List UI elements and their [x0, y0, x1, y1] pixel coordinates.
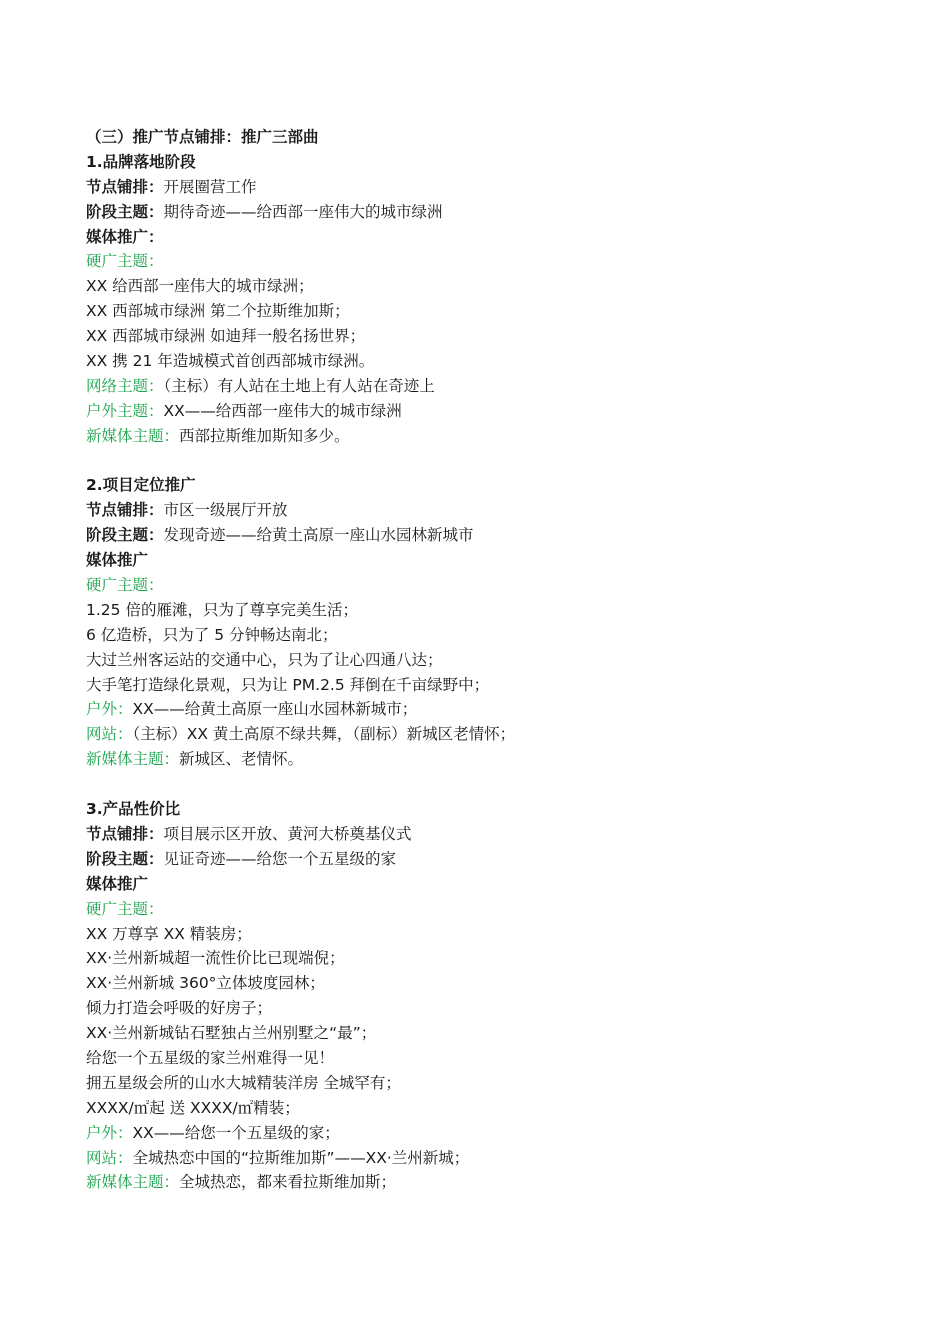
- channel-row: [86, 374, 906, 399]
- node-label: 节点铺排：: [86, 501, 164, 520]
- channel-label: 新媒体主题：: [86, 426, 180, 445]
- node-row: [86, 498, 906, 523]
- section-heading: 2.项目定位推广: [86, 476, 196, 495]
- hard-ad-item: XXXX/㎡起 送 XXXX/㎡精装；: [86, 1098, 300, 1117]
- theme-text: 期待奇迹——给西部一座伟大的城市绿洲: [163, 202, 443, 221]
- channel-row: [86, 1170, 906, 1195]
- channel-text: 全城热恋中国的“拉斯维加斯”——XX·兰州新城；: [132, 1148, 470, 1167]
- hard-ad-item: XX 西部城市绿洲 如迪拜一般名扬世界；: [86, 327, 366, 346]
- hard-ad-item: 大过兰州客运站的交通中心，只为了让心四通八达；: [86, 650, 443, 669]
- hard-ad-item: 给您一个五星级的家兰州难得一见！: [86, 1048, 335, 1067]
- theme-row: [86, 200, 906, 225]
- channel-label: 户外主题：: [86, 401, 164, 420]
- channel-text: XX——给黄土高原一座山水园林新城市；: [132, 700, 418, 719]
- media-label: 媒体推广：: [86, 227, 164, 246]
- channel-label: 网站：: [86, 725, 133, 744]
- channel-label: 户外：: [86, 1123, 133, 1142]
- theme-text: 见证奇迹——给您一个五星级的家: [163, 849, 397, 868]
- channel-row: [86, 1121, 906, 1146]
- channel-label: 户外：: [86, 700, 133, 719]
- channel-row: [86, 697, 906, 722]
- channel-text: （主标）有人站在土地上有人站在奇迹上: [163, 376, 435, 395]
- channel-text: XX——给您一个五星级的家；: [132, 1123, 340, 1142]
- hard-ad-item: XX 万尊享 XX 精装房；: [86, 924, 252, 943]
- channel-label: 网站：: [86, 1148, 133, 1167]
- channel-row: [86, 1146, 906, 1171]
- node-text: 项目展示区开放、黄河大桥奠基仪式: [163, 824, 412, 843]
- channel-text: 全城热恋，都来看拉斯维加斯；: [179, 1173, 397, 1192]
- node-row: [86, 175, 906, 200]
- channel-row: [86, 747, 906, 772]
- spacer: [86, 449, 906, 474]
- section-3: [86, 797, 906, 1195]
- channel-text: 新城区、老情怀。: [179, 750, 304, 769]
- section-1: [86, 150, 906, 449]
- channel-row: [86, 424, 906, 449]
- channel-label: 网络主题：: [86, 376, 164, 395]
- node-label: 节点铺排：: [86, 177, 164, 196]
- hard-ad-item: XX 携 21 年造城模式首创西部城市绿洲。: [86, 352, 375, 371]
- node-label: 节点铺排：: [86, 824, 164, 843]
- theme-label: 阶段主题：: [86, 526, 164, 545]
- hard-ad-item: XX·兰州新城 360°立体坡度园林；: [86, 974, 325, 993]
- theme-row: [86, 847, 906, 872]
- section-heading: 3.产品性价比: [86, 800, 181, 819]
- hard-ad-item: XX 西部城市绿洲 第二个拉斯维加斯；: [86, 302, 350, 321]
- hard-ad-item: 倾力打造会呼吸的好房子；: [86, 999, 273, 1018]
- hard-ad-label: 硬广主题：: [86, 576, 164, 595]
- hard-ad-item: XX·兰州新城钻石墅独占兰州别墅之“最”；: [86, 1024, 377, 1043]
- channel-text: （主标）XX 黄土高原不绿共舞，（副标）新城区老情怀；: [132, 725, 516, 744]
- hard-ad-item: XX 给西部一座伟大的城市绿洲；: [86, 277, 314, 296]
- channel-label: 新媒体主题：: [86, 1173, 180, 1192]
- hard-ad-item: 拥五星级会所的山水大城精装洋房 全城罕有；: [86, 1073, 401, 1092]
- section-heading: 1.品牌落地阶段: [86, 152, 196, 171]
- channel-text: XX——给西部一座伟大的城市绿洲: [163, 401, 402, 420]
- section-title: （三）推广节点铺排：推广三部曲: [86, 128, 319, 146]
- node-text: 开展圈营工作: [163, 177, 257, 196]
- theme-row: [86, 523, 906, 548]
- channel-text: 西部拉斯维加斯知多少。: [179, 426, 350, 445]
- spacer: [86, 772, 906, 797]
- hard-ad-item: XX·兰州新城超一流性价比已现端倪；: [86, 949, 345, 968]
- media-label: 媒体推广: [86, 874, 149, 893]
- channel-label: 新媒体主题：: [86, 750, 180, 769]
- document-body: [86, 125, 906, 1195]
- channel-row: [86, 399, 906, 424]
- section-2: [86, 473, 906, 772]
- channel-row: [86, 722, 906, 747]
- hard-ad-label: 硬广主题：: [86, 252, 164, 271]
- theme-label: 阶段主题：: [86, 849, 164, 868]
- theme-text: 发现奇迹——给黄土高原一座山水园林新城市: [163, 526, 474, 545]
- node-row: [86, 822, 906, 847]
- node-text: 市区一级展厅开放: [163, 501, 288, 520]
- hard-ad-item: 6 亿造桥，只为了 5 分钟畅达南北；: [86, 625, 338, 644]
- theme-label: 阶段主题：: [86, 202, 164, 221]
- hard-ad-item: 大手笔打造绿化景观，只为让 PM.2.5 拜倒在千亩绿野中；: [86, 675, 490, 694]
- hard-ad-label: 硬广主题：: [86, 899, 164, 918]
- hard-ad-item: 1.25 倍的雁滩，只为了尊享完美生活；: [86, 600, 358, 619]
- media-label: 媒体推广: [86, 551, 149, 570]
